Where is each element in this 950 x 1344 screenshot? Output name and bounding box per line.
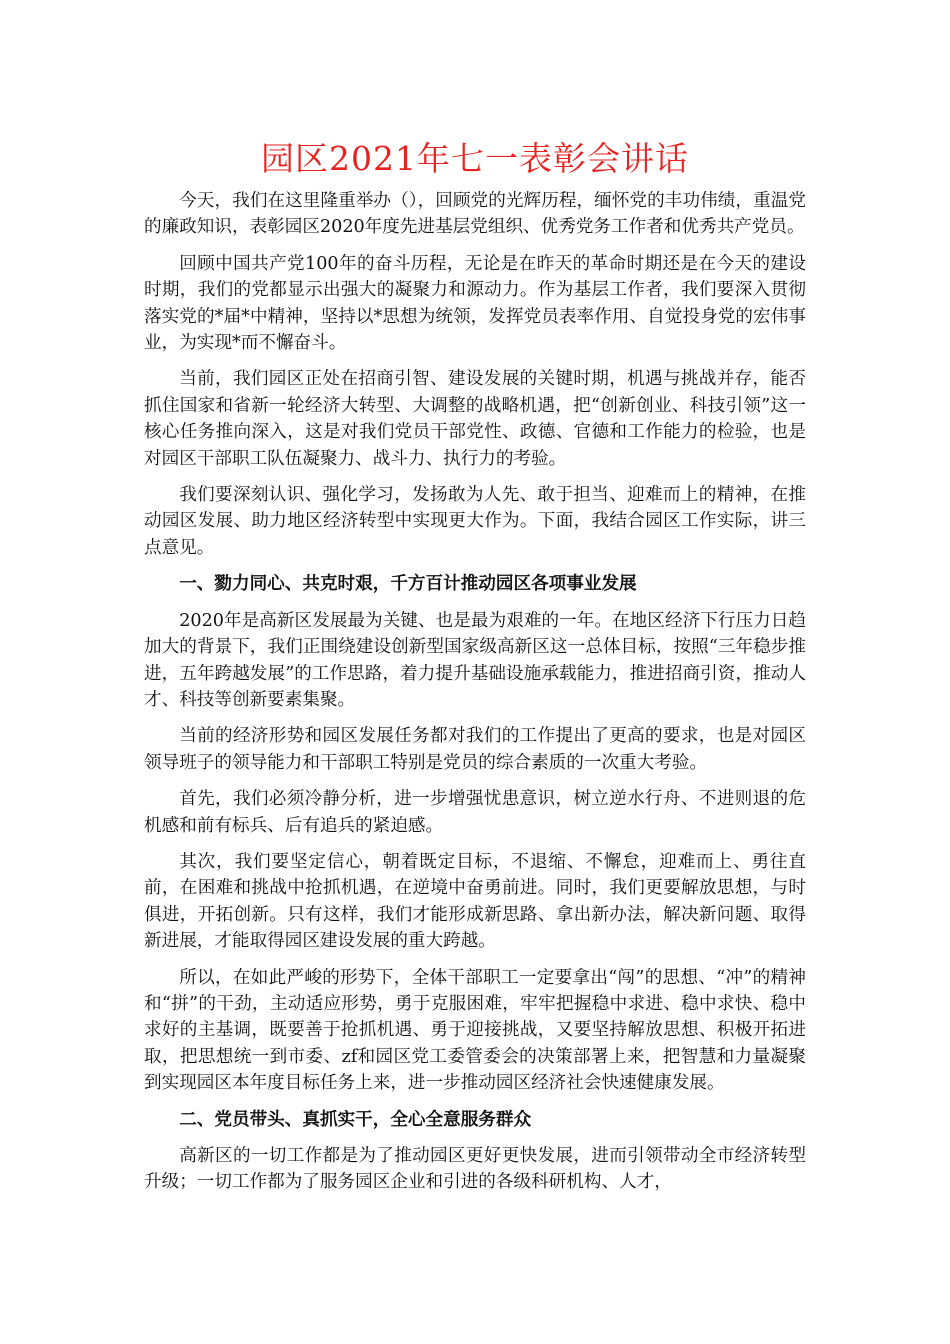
paragraph: 当前的经济形势和园区发展任务都对我们的工作提出了更高的要求，也是对园区领导班子的领导能力和干部职工特别是党员的综合素质的一次重大考验。: [144, 726, 806, 773]
paragraph: 当前，我们园区正处在招商引智、建设发展的关键时期，机遇与挑战并存，能否抓住国家和省新一轮经济大转型、大调整的战略机遇，把“创新创业、科技引领”这一核心任务推向深入，这是对我们党员干部党性、政德、官德和工作能力的检验，也是对园区干部职工队伍凝聚力、战斗力、执行力的考验。: [144, 369, 806, 469]
document-page: [144, 130, 806, 1206]
document-title: 园区2021年七一表彰会讲话: [261, 139, 689, 178]
section-heading: 二、党员带头、真抓实干，全心全意服务群众: [179, 1108, 532, 1130]
paragraph: 今天，我们在这里隆重举办（），回顾党的光辉历程，缅怀党的丰功伟绩，重温党的廉政知识，表彰园区2020年度先进基层党组织、优秀党务工作者和优秀共产党员。: [144, 191, 806, 238]
document-body: [144, 188, 806, 1196]
paragraph: 2020年是高新区发展最为关键、也是最为艰难的一年。在地区经济下行压力日趋加大的背景下，我们正围绕建设创新型国家级高新区这一总体目标，按照“三年稳步推进，五年跨越发展”的工作思路，着力提升基础设施承载能力，推进招商引资，推动人才、科技等创新要素集聚。: [144, 610, 806, 710]
paragraph: 我们要深刻认识、强化学习，发扬敢为人先、敢于担当、迎难而上的精神，在推动园区发展、助力地区经济转型中实现更大作为。下面，我结合园区工作实际，讲三点意见。: [144, 485, 806, 558]
section-heading: 一、勠力同心、共克时艰，千方百计推动园区各项事业发展: [179, 573, 637, 595]
paragraph: 回顾中国共产党100年的奋斗历程，无论是在昨天的革命时期还是在今天的建设时期，我们的党都显示出强大的凝聚力和源动力。作为基层工作者，我们要深入贯彻落实党的*届*中精神，坚持以*思想为统领，发挥党员表率作用、自觉投身党的宏伟事业，为实现*而不懈奋斗。: [144, 253, 806, 354]
paragraph: 所以，在如此严峻的形势下，全体干部职工一定要拿出“闯”的思想、“冲”的精神和“拼”的干劲，主动适应形势，勇于克服困难，牢牢把握稳中求进、稳中求快、稳中求好的主基调，既要善于抢抓机遇、勇于迎接挑战，又要坚持解放思想、积极开拓进取，把思想统一到市委、zf和园区党工委管委会的决策部署上来，把智慧和力量凝聚到实现园区本年度目标任务上来，进一步推动园区经济社会快速健康发展。: [144, 967, 806, 1094]
paragraph: 其次，我们要坚定信心，朝着既定目标，不退缩、不懈怠，迎难而上、勇往直前，在困难和挑战中抢抓机遇，在逆境中奋勇前进。同时，我们更要解放思想，与时俱进，开拓创新。只有这样，我们才能形成新思路、拿出新办法，解决新问题、取得新进展，才能取得园区建设发展的重大跨越。: [144, 851, 806, 952]
paragraph: 高新区的一切工作都是为了推动园区更好更快发展，进而引领带动全市经济转型升级；一切工作都为了服务园区企业和引进的各级科研机构、人才，: [144, 1146, 806, 1193]
paragraph: 首先，我们必须冷静分析，进一步增强忧患意识，树立逆水行舟、不进则退的危机感和前有标兵、后有追兵的紧迫感。: [144, 789, 806, 836]
